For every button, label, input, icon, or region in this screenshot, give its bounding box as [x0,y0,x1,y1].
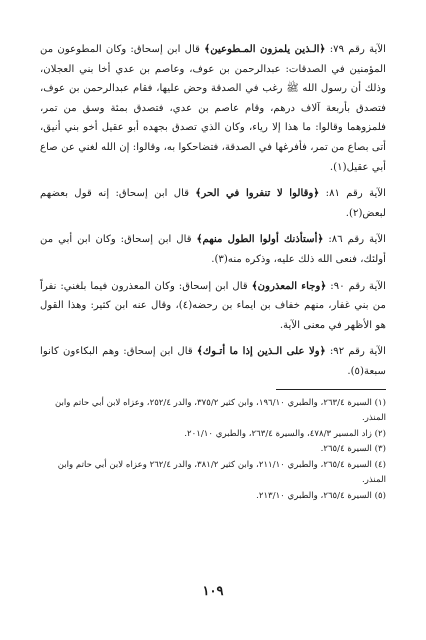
footnote-1: (١) السيرة ٢٦٣/٤، والطبري ١٩٦/١٠، وابن كثير ٣٧٥/٢، والدر ٢٥٢/٤، وعزاه لابن أبي حاتم وابن المنذر. [54,397,386,423]
verse-quote: ﴿الـذين يلمزون المـطوعين﴾ [204,43,326,55]
verse-quote: ﴿ولا على الـذين إذا ما أتـوك﴾ [196,345,326,358]
verse-commentary-86 [40,230,386,269]
footnote-3: (٣) السيرة ٢٦٥/٤. [320,444,386,454]
verse-label: الآية رقم ٨١: [319,188,387,200]
verse-commentary-92 [40,342,386,381]
footnotes [40,396,386,505]
footnote-2: (٢) زاد المسير ٤٧٨/٣، والسيرة ٢٦٣/٤، والطبري ٢٠١/١٠. [184,428,386,439]
verse-quote: ﴿أستأذنك أولوا الطول منهم﴾ [196,233,324,246]
verse-label: الآية رقم ٨٦: [323,234,387,246]
page-number: ١٠٩ [202,584,224,599]
main-text [40,40,386,382]
verse-quote: ﴿وقالوا لا تنفروا في الحر﴾ [195,187,320,200]
footnote-5: (٥) السيرة ٢٦٥/٤، والطبري ٢١٣/١٠. [256,490,386,501]
commentary-text: قال ابن إسحاق: وكان المطوعون من المؤمنين في الصدقات: عبدالرحمن بن عوف، وعاصم بن عدي أخا بني العجلان، وذلك أن رسول الله ﷺ رغب في الصدقة وحض عليها، فقام عبدالرحمن بن عوف، فتصدق بأربعة آلاف درهم، وقام عاصم بن عدي، فتصدق بمئة وسق من تمر، فلمزوهما وقالوا: ما هذا إلا رياء، وكان الذي تصدق بجهده أبو عقيل أخو بني أنيق، أتى بصاع من تمر، فأفرغها في الصدقة، فتضاحكوا به، وقالوا: إن الله لغني عن صاع أبي عقيل(١). [40,44,386,173]
footnote-divider [276,389,386,390]
verse-commentary-90 [40,277,386,336]
verse-label: الآية رقم ٧٩: [325,44,387,55]
verse-label: الآية رقم ٩٠: [326,280,386,292]
verse-quote: ﴿وجاء المعذرون﴾ [251,279,327,292]
verse-commentary-79 [40,40,386,177]
commentary-text: قال ابن إسحاق: وهم البكاءون كانوا سبعة(٥). [40,346,386,377]
commentary-text: قال ابن إسحاق: وكان ابن أبي من أولئك، فنعى الله ذلك عليه، وذكره منه(٣). [40,234,386,265]
verse-label: الآية رقم ٩٢: [325,346,387,358]
footnote-4: (٤) السيرة ٢٦٥/٤، والطبري ٢١١/١٠، وابن كثير ٣٨١/٢، والدر ٢٦٢/٤ وعزاه لابن أبي حاتم وابن المنذر. [57,459,386,485]
verse-commentary-81 [40,184,386,223]
commentary-text: قال ابن إسحاق: وكان المعذرون فيما بلغني: نفراً من بني غفار، منهم خفاف بن ايماء بن رحضه(٤)، وقال عنه ابن كثير: وهذا القول هو الأظهر في معنى الآية. [40,280,386,331]
commentary-text: قال ابن إسحاق: إنه قول بعضهم لبعض(٢). [40,188,386,219]
